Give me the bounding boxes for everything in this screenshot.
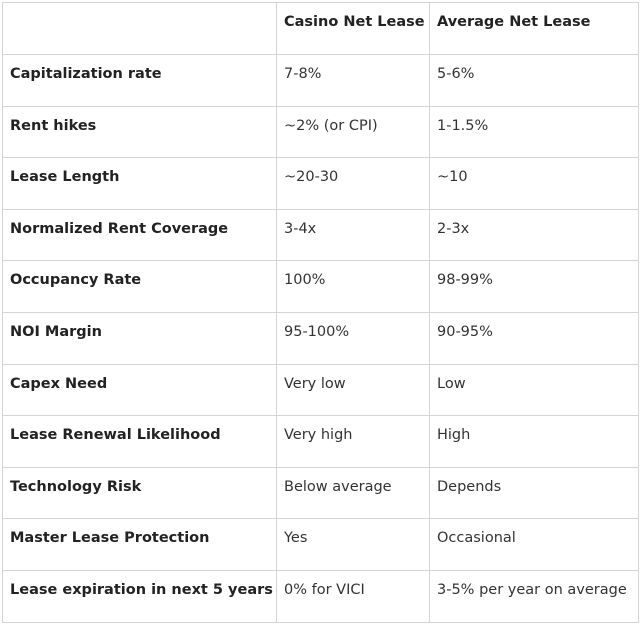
table-row <box>3 570 639 622</box>
header-empty-cell <box>3 3 277 55</box>
comparison-table-container <box>2 2 638 623</box>
row-label: Occupancy Rate <box>3 261 277 313</box>
row-label: Technology Risk <box>3 467 277 519</box>
row-label: Capitalization rate <box>3 55 277 107</box>
average-value: Depends <box>430 467 639 519</box>
table-row <box>3 209 639 261</box>
table-row <box>3 158 639 210</box>
average-value: High <box>430 416 639 468</box>
average-value: Low <box>430 364 639 416</box>
casino-value: 100% <box>277 261 430 313</box>
average-value: ~10 <box>430 158 639 210</box>
table-body <box>3 55 639 623</box>
average-value: 5-6% <box>430 55 639 107</box>
average-value: 1-1.5% <box>430 106 639 158</box>
header-casino-net-lease: Casino Net Lease <box>277 3 430 55</box>
table-header <box>3 3 639 55</box>
average-value: 90-95% <box>430 312 639 364</box>
casino-value: Very high <box>277 416 430 468</box>
row-label: Normalized Rent Coverage <box>3 209 277 261</box>
table-row <box>3 106 639 158</box>
casino-value: 0% for VICI <box>277 570 430 622</box>
row-label: NOI Margin <box>3 312 277 364</box>
row-label: Lease Length <box>3 158 277 210</box>
casino-value: ~20-30 <box>277 158 430 210</box>
row-label: Rent hikes <box>3 106 277 158</box>
table-row <box>3 261 639 313</box>
casino-value: 3-4x <box>277 209 430 261</box>
table-row <box>3 312 639 364</box>
table-row <box>3 364 639 416</box>
average-value: 98-99% <box>430 261 639 313</box>
header-average-net-lease: Average Net Lease <box>430 3 639 55</box>
header-row <box>3 3 639 55</box>
table-row <box>3 467 639 519</box>
casino-value: Below average <box>277 467 430 519</box>
row-label: Master Lease Protection <box>3 519 277 571</box>
row-label: Lease Renewal Likelihood <box>3 416 277 468</box>
row-label: Capex Need <box>3 364 277 416</box>
average-value: 3-5% per year on average <box>430 570 639 622</box>
table-row <box>3 55 639 107</box>
average-value: Occasional <box>430 519 639 571</box>
casino-value: 7-8% <box>277 55 430 107</box>
table-row <box>3 416 639 468</box>
average-value: 2-3x <box>430 209 639 261</box>
net-lease-comparison-table <box>2 2 639 623</box>
table-row <box>3 519 639 571</box>
casino-value: ~2% (or CPI) <box>277 106 430 158</box>
row-label: Lease expiration in next 5 years <box>3 570 277 622</box>
casino-value: 95-100% <box>277 312 430 364</box>
casino-value: Very low <box>277 364 430 416</box>
casino-value: Yes <box>277 519 430 571</box>
